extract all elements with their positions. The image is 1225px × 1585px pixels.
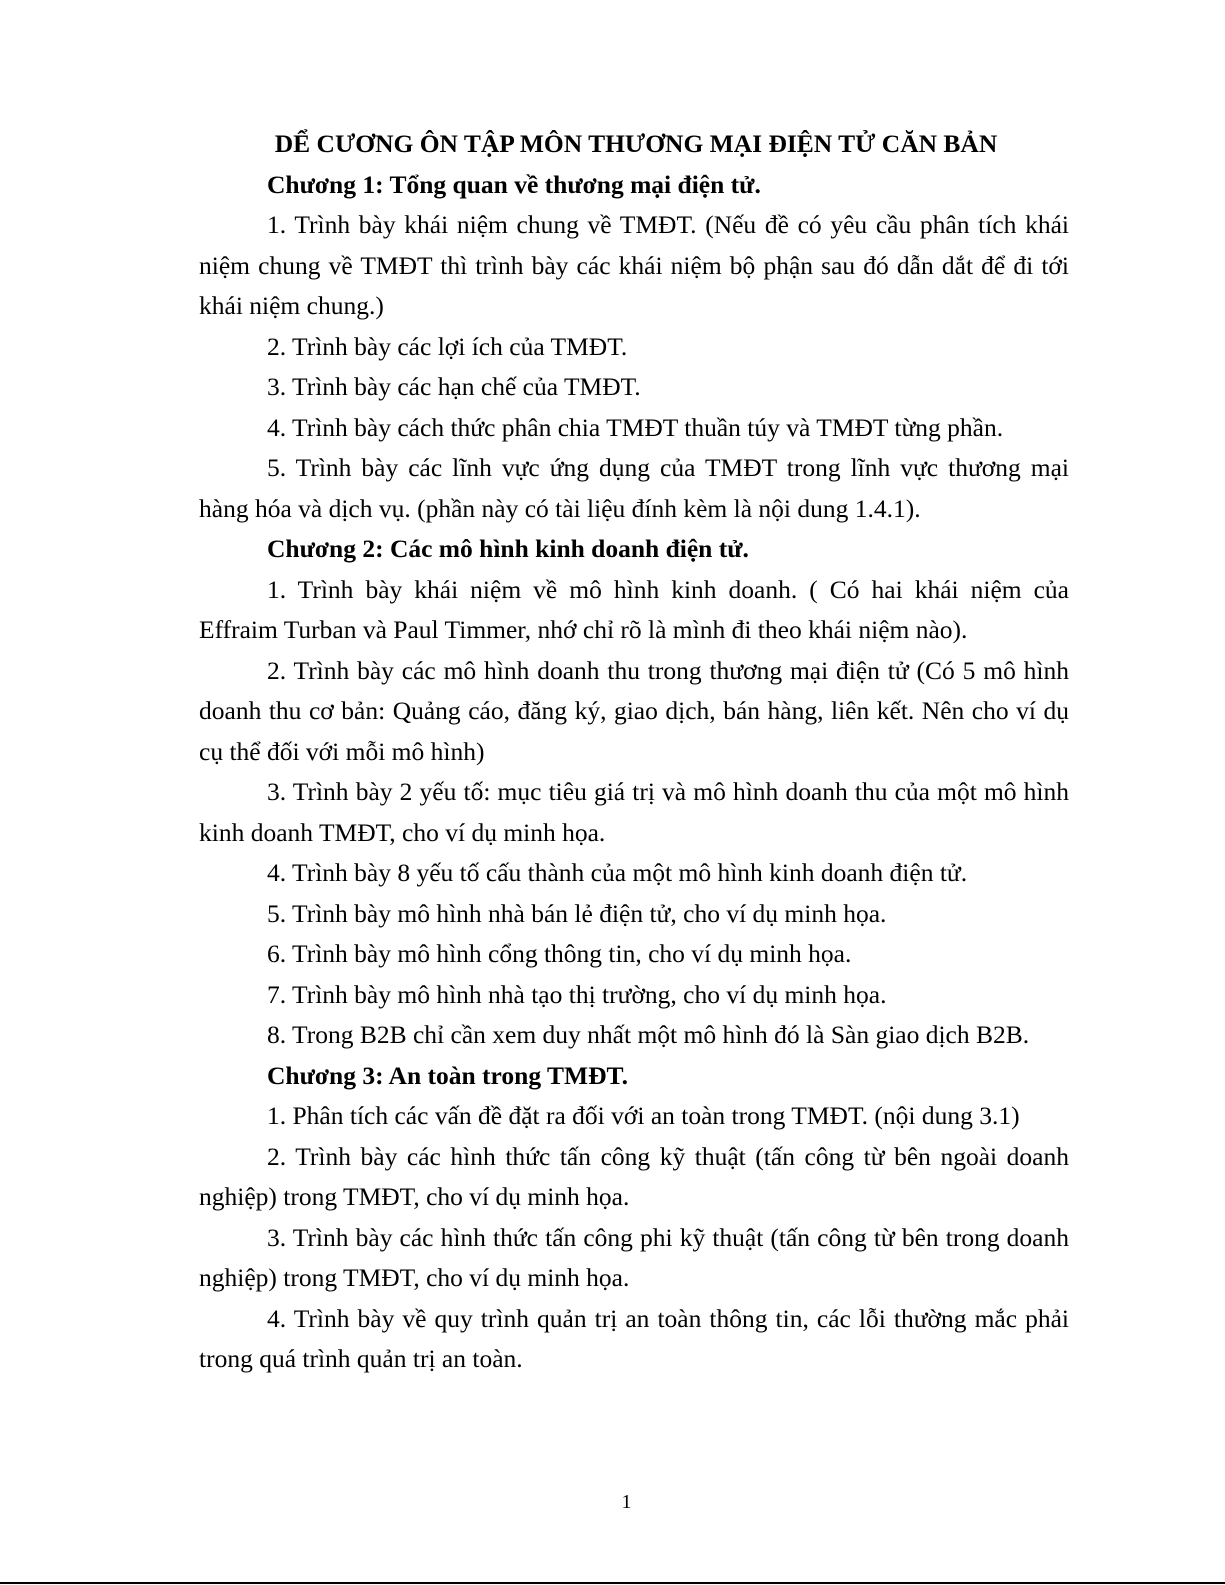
page-bottom-border <box>0 1582 1225 1584</box>
chapter-2-item-8: 8. Trong B2B chỉ cần xem duy nhất một mô hình đó là Sàn giao dịch B2B. <box>267 1020 1030 1049</box>
chapter-2-item-5: 5. Trình bày mô hình nhà bán lẻ điện tử, cho ví dụ minh họa. <box>267 898 887 928</box>
chapter-3-heading: Chương 3: An toàn trong TMĐT. <box>267 1060 628 1090</box>
chapter-2-item-6: 6. Trình bày mô hình cổng thông tin, cho ví dụ minh họa. <box>267 939 852 968</box>
chapter-1-item-3: 3. Trình bày các hạn chế của TMĐT. <box>267 372 641 401</box>
document-body <box>199 124 1069 1380</box>
chapter-2-item-1: 1. Trình bày khái niệm về mô hình kinh doanh. ( Có hai khái niệm của Effraim Turban và Paul Timmer, nhớ chỉ rõ là mình đi theo khái niệm nào). <box>199 574 1069 644</box>
page-number: 1 <box>621 1491 632 1513</box>
chapter-3-item-4: 4. Trình bày về quy trình quản trị an toàn thông tin, các lỗi thường mắc phải trong quá trình quản trị an toàn. <box>199 1303 1069 1373</box>
chapter-1-item-2: 2. Trình bày các lợi ích của TMĐT. <box>267 331 628 361</box>
chapter-2-heading: Chương 2: Các mô hình kinh doanh điện tử. <box>267 534 749 563</box>
chapter-1-item-4: 4. Trình bày cách thức phân chia TMĐT thuần túy và TMĐT từng phần. <box>267 412 1004 442</box>
chapter-2-item-3: 3. Trình bày 2 yếu tố: mục tiêu giá trị và mô hình doanh thu của một mô hình kinh doanh TMĐT, cho ví dụ minh họa. <box>199 777 1069 847</box>
document-title: DỂ CƯƠNG ÔN TẬP MÔN THƯƠNG MẠI ĐIỆN TỬ CĂN BẢN <box>274 129 998 158</box>
chapter-3-item-1: 1. Phân tích các vấn đề đặt ra đối với an toàn trong TMĐT. (nội dung 3.1) <box>267 1101 1020 1130</box>
chapter-1-item-1: 1. Trình bày khái niệm chung về TMĐT. (Nếu đề có yêu cầu phân tích khái niệm chung về TMĐT thì trình bày các khái niệm bộ phận sau đó dẫn dắt để đi tới khái niệm chung.) <box>199 210 1069 320</box>
chapter-1-heading: Chương 1: Tổng quan về thương mại điện tử. <box>267 169 761 199</box>
chapter-3-item-3: 3. Trình bày các hình thức tấn công phi kỹ thuật (tấn công từ bên trong doanh nghiệp) trong TMĐT, cho ví dụ minh họa. <box>199 1222 1069 1292</box>
chapter-2-item-4: 4. Trình bày 8 yếu tố cấu thành của một mô hình kinh doanh điện tử. <box>267 858 968 887</box>
chapter-2-item-2: 2. Trình bày các mô hình doanh thu trong thương mại điện tử (Có 5 mô hình doanh thu cơ bản: Quảng cáo, đăng ký, giao dịch, bán hàng, liên kết. Nên cho ví dụ cụ thể đối với mỗi mô hình) <box>199 655 1069 766</box>
chapter-3-item-2: 2. Trình bày các hình thức tấn công kỹ thuật (tấn công từ bên ngoài doanh nghiệp) trong TMĐT, cho ví dụ minh họa. <box>199 1141 1069 1211</box>
chapter-2-item-7: 7. Trình bày mô hình nhà tạo thị trường, cho ví dụ minh họa. <box>267 979 887 1009</box>
chapter-1-item-5: 5. Trình bày các lĩnh vực ứng dụng của TMĐT trong lĩnh vực thương mại hàng hóa và dịch vụ. (phần này có tài liệu đính kèm là nội dung 1.4.1). <box>199 453 1069 523</box>
